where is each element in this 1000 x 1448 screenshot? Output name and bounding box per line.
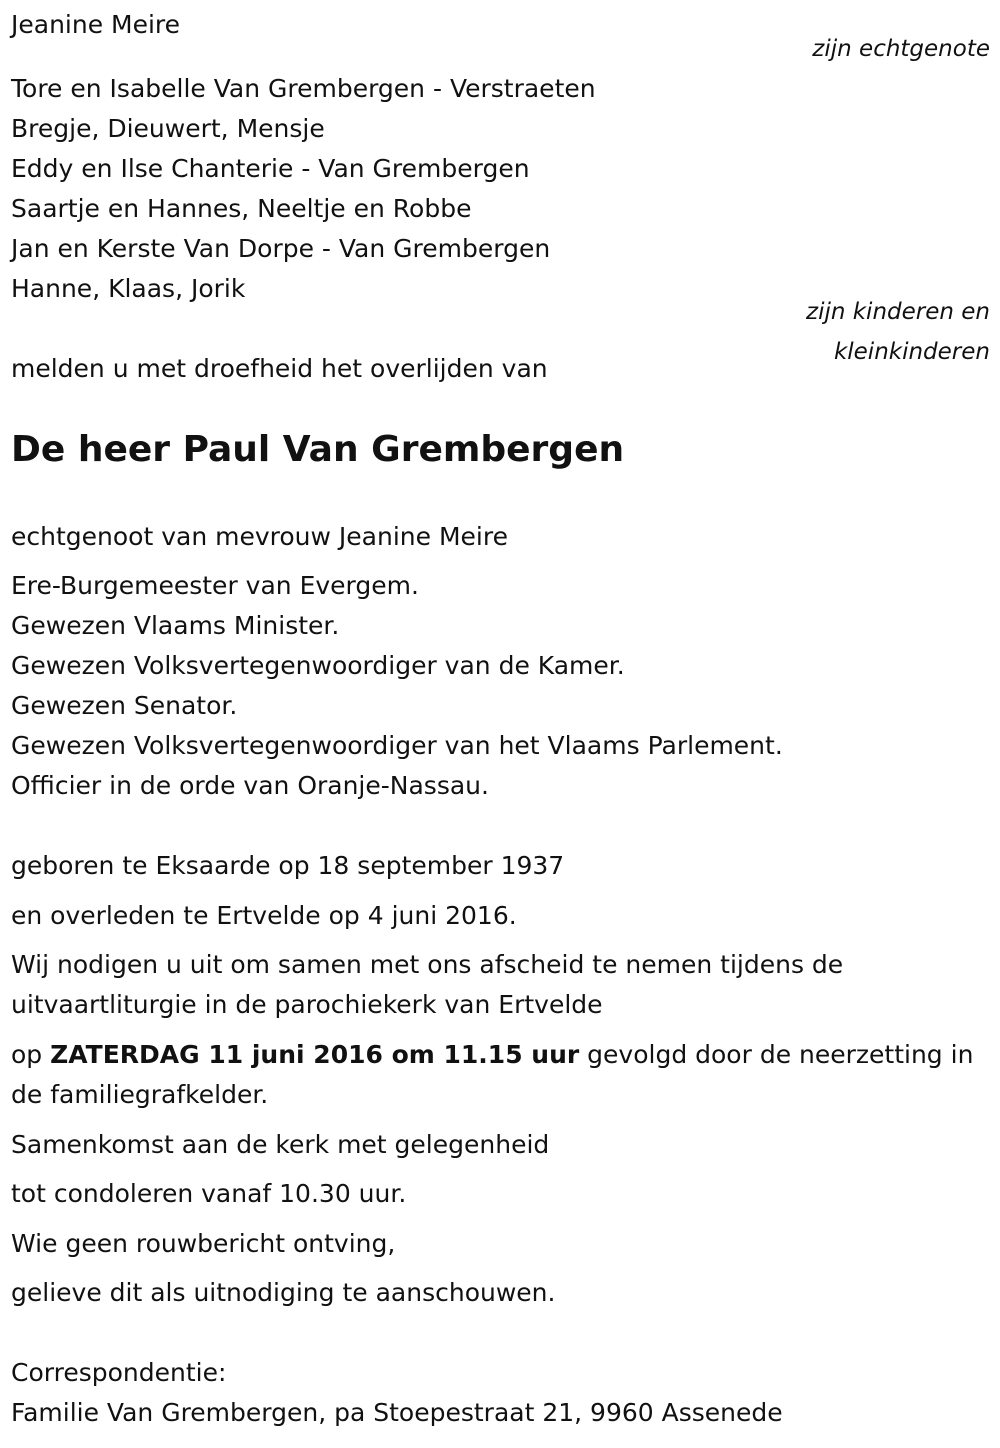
children-line: Tore en Isabelle Van Grembergen - Verstraeten — [11, 74, 596, 103]
children-role-line1: zijn kinderen en — [806, 299, 990, 325]
announcement: melden u met droefheid het overlijden van — [11, 354, 548, 383]
title-line: Gewezen Volksvertegenwoordiger van het Vlaams Parlement. — [11, 731, 783, 760]
children-line: Hanne, Klaas, Jorik — [11, 274, 246, 303]
title-line: Gewezen Senator. — [11, 691, 238, 720]
funeral-date: ZATERDAG 11 juni 2016 om 11.15 uur — [50, 1040, 580, 1069]
gathering-line1: Samenkomst aan de kerk met gelegenheid — [11, 1130, 550, 1159]
funeral-date-suffix: gevolgd door de neerzetting in — [579, 1040, 974, 1069]
notice-line1: Wie geen rouwbericht ontving, — [11, 1229, 396, 1258]
correspondence-label: Correspondentie: — [11, 1358, 227, 1387]
title-line: Gewezen Vlaams Minister. — [11, 611, 340, 640]
title-line: Gewezen Volksvertegenwoordiger van de Kamer. — [11, 651, 625, 680]
gathering-line2: tot condoleren vanaf 10.30 uur. — [11, 1179, 407, 1208]
invite-line1: Wij nodigen u uit om samen met ons afscheid te nemen tijdens de — [11, 950, 844, 979]
children-line: Jan en Kerste Van Dorpe - Van Grembergen — [11, 234, 551, 263]
death-info: en overleden te Ertvelde op 4 juni 2016. — [11, 901, 517, 930]
children-line: Bregje, Dieuwert, Mensje — [11, 114, 325, 143]
correspondence-address: Familie Van Grembergen, pa Stoepestraat 21, 9960 Assenede — [11, 1398, 783, 1427]
spouse-of: echtgenoot van mevrouw Jeanine Meire — [11, 522, 508, 551]
invite-line2: uitvaartliturgie in de parochiekerk van Ertvelde — [11, 990, 603, 1019]
birth-info: geboren te Eksaarde op 18 september 1937 — [11, 851, 565, 880]
children-role-line2: kleinkinderen — [833, 339, 990, 365]
title-line: Ere-Burgemeester van Evergem. — [11, 571, 419, 600]
children-line: Eddy en Ilse Chanterie - Van Grembergen — [11, 154, 530, 183]
funeral-date-line — [11, 1040, 973, 1070]
funeral-date-prefix: op — [11, 1040, 51, 1069]
deceased-name: De heer Paul Van Grembergen — [11, 429, 625, 470]
notice-line2: gelieve dit als uitnodiging te aanschouwen. — [11, 1278, 556, 1307]
spouse-name: Jeanine Meire — [11, 10, 181, 39]
spouse-role: zijn echtgenote — [812, 36, 990, 62]
title-line: Officier in de orde van Oranje-Nassau. — [11, 771, 489, 800]
children-line: Saartje en Hannes, Neeltje en Robbe — [11, 194, 472, 223]
funeral-date-line2: de familiegrafkelder. — [11, 1080, 269, 1109]
